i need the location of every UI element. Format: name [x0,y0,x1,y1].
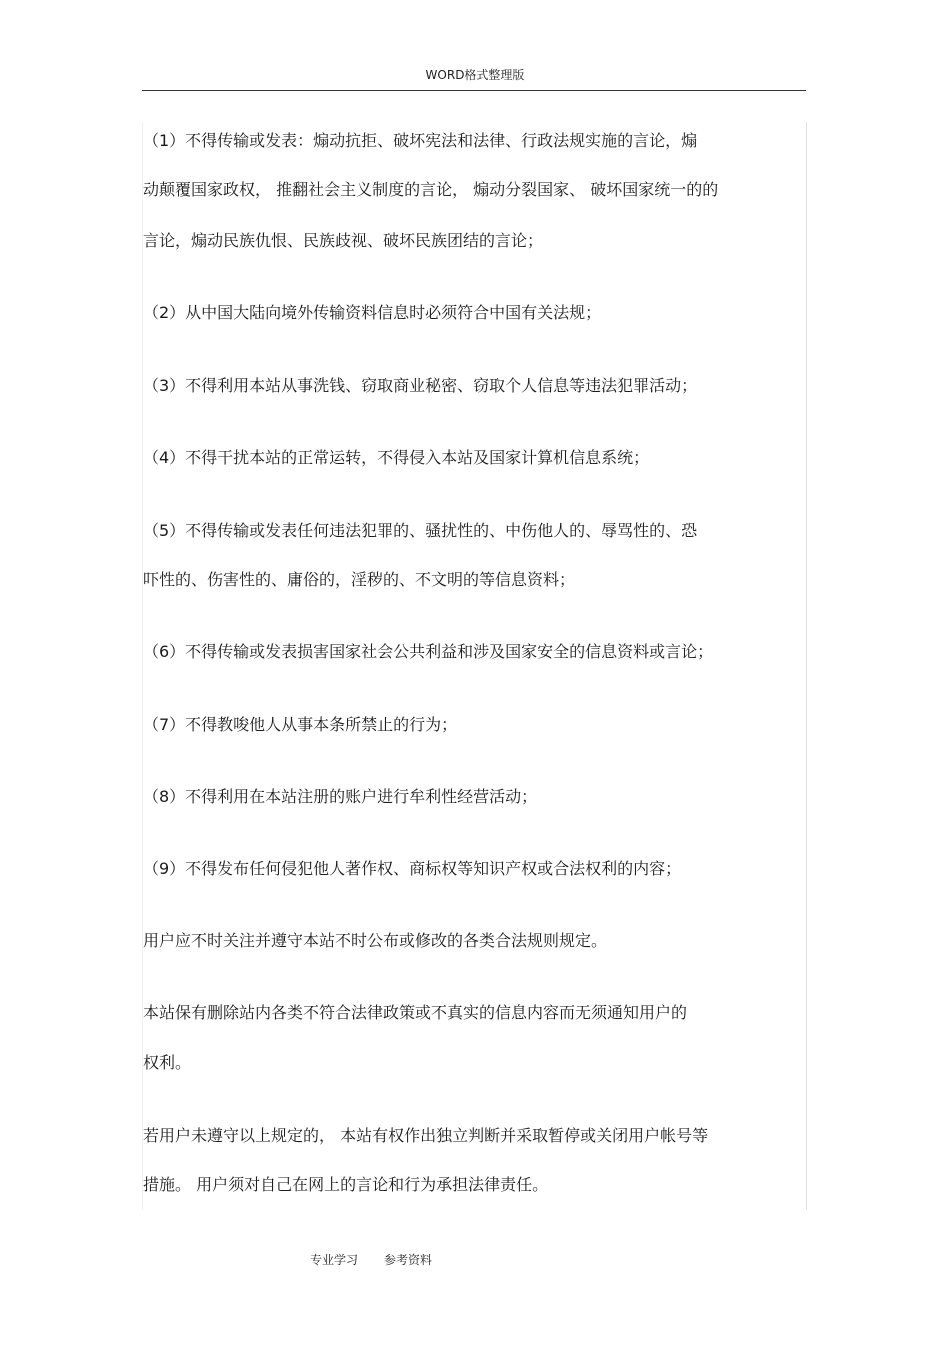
footer-right-text: 参考资料 [384,1253,433,1267]
paragraph-line: 动颠覆国家政权， 推翻社会主义制度的言论， 煽动分裂国家、 破坏国家统一的的 [143,180,719,199]
paragraph-line: 用户应不时关注并遵守本站不时公布或修改的各类合法规则规定。 [143,931,608,950]
paragraph-line: （2）从中国大陆向境外传输资料信息时必须符合中国有关法规； [143,303,602,322]
footer-left-text: 专业学习 [310,1253,359,1267]
page-header: WORD格式整理版 [425,68,525,82]
paragraph-line: （7）不得教唆他人从事本条所禁止的行为； [143,715,458,734]
paragraph-line: 措施。 用户须对自己在网上的言论和行为承担法律责任。 [143,1175,549,1194]
paragraph-line: （4）不得干扰本站的正常运转，不得侵入本站及国家计算机信息系统； [143,448,650,467]
paragraph-line: （1）不得传输或发表：煽动抗拒、破坏宪法和法律、行政法规实施的言论，煽 [143,131,698,150]
paragraph-line: 若用户未遵守以上规定的， 本站有权作出独立判断并采取暂停或关闭用户帐号等 [143,1126,709,1145]
page-footer [310,1251,432,1268]
header-rule [142,90,806,91]
paragraph-line: （8）不得利用在本站注册的账户进行牟利性经营活动； [143,787,538,806]
frame-right-border [806,122,807,1210]
paragraph-line: （5）不得传输或发表任何违法犯罪的、骚扰性的、中伤他人的、辱骂性的、恐 [143,521,698,540]
frame-left-border [142,122,143,1210]
paragraph-line: （3）不得利用本站从事洗钱、窃取商业秘密、窃取个人信息等违法犯罪活动； [143,376,698,395]
paragraph-line: 吓性的、伤害性的、庸俗的，淫秽的、不文明的等信息资料； [143,570,576,589]
paragraph-line: （9）不得发布任何侵犯他人著作权、商标权等知识产权或合法权利的内容； [143,859,682,878]
paragraph-line: 本站保有删除站内各类不符合法律政策或不真实的信息内容而无须通知用户的 [143,1003,688,1022]
paragraph-line: 权利。 [143,1053,192,1072]
paragraph-line: （6）不得传输或发表损害国家社会公共利益和涉及国家安全的信息资料或言论； [143,642,714,661]
paragraph-line: 言论，煽动民族仇恨、民族歧视、破坏民族团结的言论； [143,231,544,250]
